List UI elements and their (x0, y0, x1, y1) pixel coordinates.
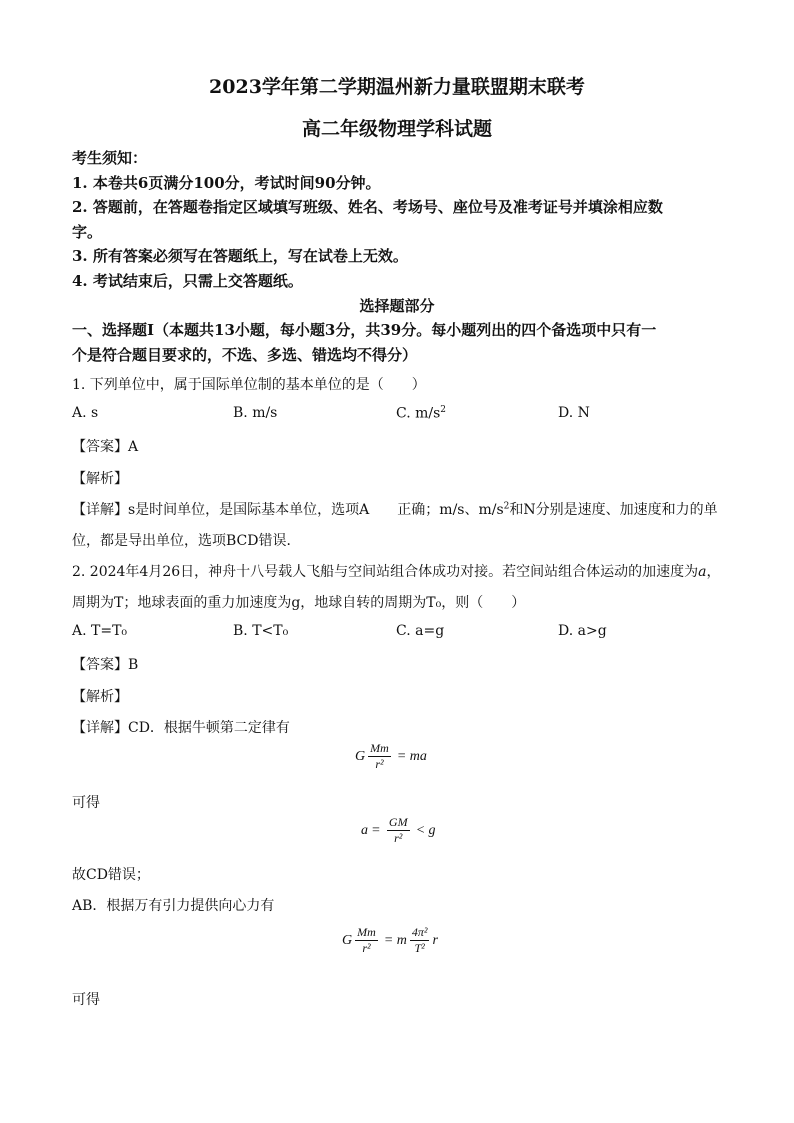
section-intro-1: 一、选择题Ⅰ（本题共13小题，每小题3分，共39分。每小题列出的四个备选项中只有一 (72, 321, 657, 339)
q2-option-c: C. a=g (396, 623, 445, 639)
q1-stem: 1. 下列单位中，属于国际单位制的基本单位的是（ ） (72, 377, 426, 393)
q2-answer: 【答案】B (72, 657, 139, 673)
equation-acceleration: a = $\frac{GM}{\text{r²}}$ < g (361, 815, 436, 845)
q2-detail-ab: AB．根据万有引力提供向心力有 (72, 898, 275, 914)
q2-option-a: A. T=T₀ (72, 623, 128, 639)
q1-option-b: B. m/s (233, 405, 278, 421)
notice-item-4: 4. 考试结束后，只需上交答题纸。 (72, 272, 303, 290)
q1-option-c: C. $m/s^2$ (396, 405, 447, 422)
q2-option-b: B. T<T₀ (233, 623, 289, 639)
q1-option-d: D. N (558, 405, 590, 421)
q2-cd-wrong: 故CD错误； (72, 867, 150, 883)
exam-title: 2023学年第二学期温州新力量联盟期末联考 (209, 76, 585, 98)
notice-item-2-cont: 字。 (72, 223, 103, 241)
q1-detail-line-1: 【详解】s是时间单位，是国际基本单位，选项A 正确；m/s、$m/s^2$和N分别是速度、加速度和力的单 (72, 501, 718, 518)
q1-detail-line-2: 位，都是导出单位，选项BCD错误． (72, 533, 301, 549)
equation-newton-second-law: G $\frac{Mm}{\text{r²}}$ = ma (355, 741, 427, 771)
q1-answer: 【答案】A (72, 439, 139, 455)
q2-stem-line-1: 2. 2024年4月26日，神舟十八号载人飞船与空间站组合体成功对接。若空间站组合体运动的加速度为a， (72, 564, 721, 580)
q2-kede-1: 可得 (72, 795, 100, 811)
exam-subtitle: 高二年级物理学科试题 (301, 118, 492, 140)
q2-detail-cd: 【详解】CD．根据牛顿第二定律有 (72, 720, 290, 736)
q2-analysis-label: 【解析】 (72, 689, 128, 705)
q2-kede-2: 可得 (72, 992, 100, 1008)
equation-centripetal-force: G $\frac{Mm}{\text{r²}}$ = m $\frac{\text{4π²}}{\text{T²}}$ r (342, 925, 438, 955)
q1-option-a: A. s (72, 405, 99, 421)
q2-stem-line-2: 周期为T；地球表面的重力加速度为g，地球自转的周期为T₀，则（ ） (72, 595, 526, 611)
section-title: 选择题部分 (359, 297, 435, 315)
notice-item-3: 3. 所有答案必须写在答题纸上，写在试卷上无效。 (72, 247, 408, 265)
section-intro-2: 个是符合题目要求的，不选、多选、错选均不得分） (72, 346, 418, 364)
notice-item-2: 2. 答题前，在答题卷指定区域填写班级、姓名、考场号、座位号及准考证号并填涂相应数 (72, 198, 663, 216)
q2-option-d: D. a>g (558, 623, 607, 639)
notice-heading: 考生须知： (72, 149, 148, 167)
notice-item-1: 1. 本卷共6页满分100分，考试时间90分钟。 (72, 174, 381, 192)
q1-analysis-label: 【解析】 (72, 471, 128, 487)
